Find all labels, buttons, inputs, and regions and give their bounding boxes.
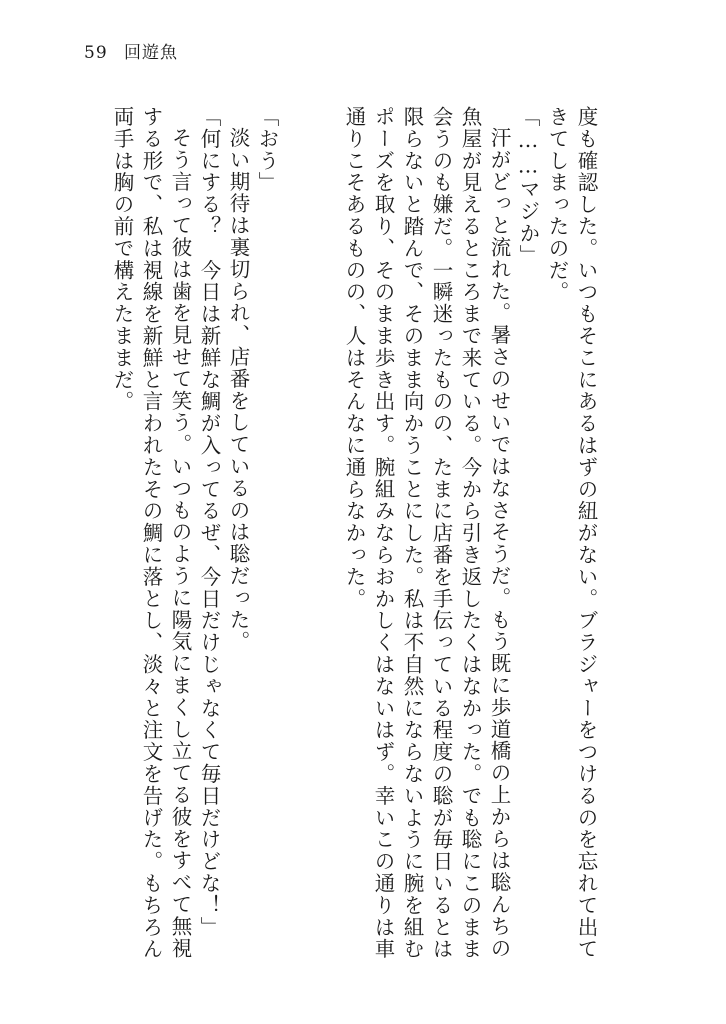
text-line: きてしまったのだ。 <box>545 106 569 304</box>
text-line: 限らないと踏んで、そのまま向かうことにした。私は不自然にならないように腕を組む <box>400 106 424 961</box>
text-line: 淡い期待は裏切られ、店番をしているのは聡だった。 <box>226 127 250 653</box>
text-line: 通りこそあるものの、人はそんなに通らなかった。 <box>342 106 366 610</box>
text-line: 会うのも嫌だ。一瞬迷ったものの、たまに店番を手伝っている程度の聡が毎日いるとは <box>429 106 453 961</box>
page-number: 59 <box>84 43 108 63</box>
body-text <box>98 106 598 986</box>
text-line: 両手は胸の前で構えたままだ。 <box>110 106 134 413</box>
chapter-title: 回遊魚 <box>124 43 179 63</box>
text-line: 魚屋が見えるところまで来ている。今から引き返したくはなかった。でも聡にこのまま <box>458 106 482 961</box>
text-line: 「何にする？ 今日は新鮮な鯛が入ってるぜ、今日だけじゃなくて毎日だけどな！」 <box>197 106 221 939</box>
text-line: 度も確認した。いつもそこにあるはずの紐がない。ブラジャーをつけるのを忘れて出て <box>574 106 598 961</box>
text-line: そう言って彼は歯を見せて笑う。いつものように陽気にまくし立てる彼をすべて無視 <box>168 127 192 960</box>
text-line: 「おう」 <box>255 106 279 194</box>
text-line: する形で、私は視線を新鮮と言われたその鯛に落とし、淡々と注文を告げた。もちろん <box>139 106 163 961</box>
running-head <box>84 38 178 63</box>
text-line: ポーズを取り、そのまま歩き出す。腕組みならおかしくはないはず。幸いこの通りは車 <box>371 106 395 961</box>
text-line: 「……マジか」 <box>516 106 540 267</box>
text-line: 汗がどっと流れた。暑さのせいではなさそうだ。もう既に歩道橋の上からは聡んちの <box>487 127 511 960</box>
